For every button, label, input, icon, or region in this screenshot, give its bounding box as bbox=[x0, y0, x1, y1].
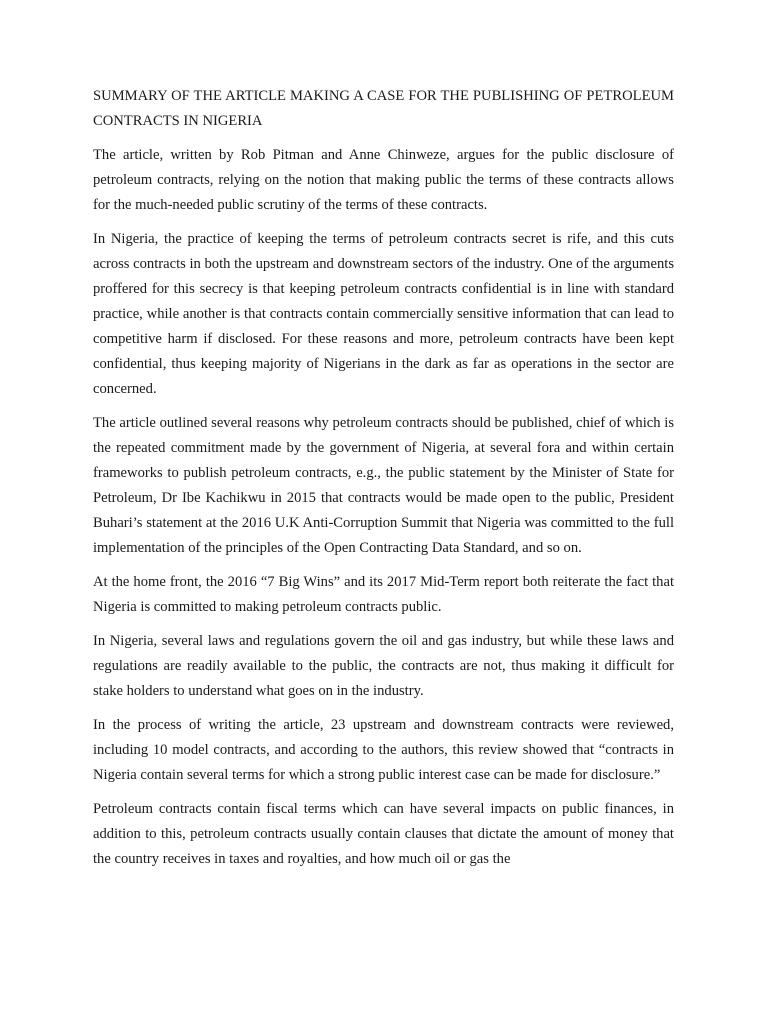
paragraph-laws: In Nigeria, several laws and regulations govern the oil and gas industry, but while these laws and regulations are readily available to the public, the contracts are not, thus making it difficult for stake holders to understand what goes on in the industry. bbox=[93, 633, 674, 699]
paragraph-secrecy: In Nigeria, the practice of keeping the terms of petroleum contracts secret is rife, and this cuts across contracts in both the upstream and downstream sectors of the industry. One of the arguments proffered for this secrecy is that keeping petroleum contracts confidential is in line with standard practice, while another is that contracts contain commercially sensitive information that can lead to competitive harm if disclosed. For these reasons and more, petroleum contracts have been kept confidential, thus keeping majority of Nigerians in the dark as far as operations in the sector are concerned. bbox=[93, 231, 674, 397]
document-title: SUMMARY OF THE ARTICLE MAKING A CASE FOR THE PUBLISHING OF PETROLEUM CONTRACTS IN NIGERIA bbox=[93, 88, 674, 129]
paragraph-authors: The article, written by Rob Pitman and Anne Chinweze, argues for the public disclosure of petroleum contracts, relying on the notion that making public the terms of these contracts allows for the much-needed public scrutiny of the terms of these contracts. bbox=[93, 147, 674, 213]
paragraph-review: In the process of writing the article, 23 upstream and downstream contracts were reviewed, including 10 model contracts, and according to the authors, this review showed that “contracts in Nigeria contain several terms for which a strong public interest case can be made for disclosure.” bbox=[93, 717, 674, 783]
document-page bbox=[93, 84, 674, 881]
paragraph-home-front: At the home front, the 2016 “7 Big Wins” and its 2017 Mid-Term report both reiterate the fact that Nigeria is committed to making petroleum contracts public. bbox=[93, 574, 674, 615]
paragraph-reasons: The article outlined several reasons why petroleum contracts should be published, chief of which is the repeated commitment made by the government of Nigeria, at several fora and within certain frameworks to publish petroleum contracts, e.g., the public statement by the Minister of State for Petroleum, Dr Ibe Kachikwu in 2015 that contracts would be made open to the public, President Buhari’s statement at the 2016 U.K Anti-Corruption Summit that Nigeria was committed to the full implementation of the principles of the Open Contracting Data Standard, and so on. bbox=[93, 415, 674, 556]
paragraph-fiscal-terms: Petroleum contracts contain fiscal terms which can have several impacts on public finances, in addition to this, petroleum contracts usually contain clauses that dictate the amount of money that the country receives in taxes and royalties, and how much oil or gas the bbox=[93, 801, 674, 867]
